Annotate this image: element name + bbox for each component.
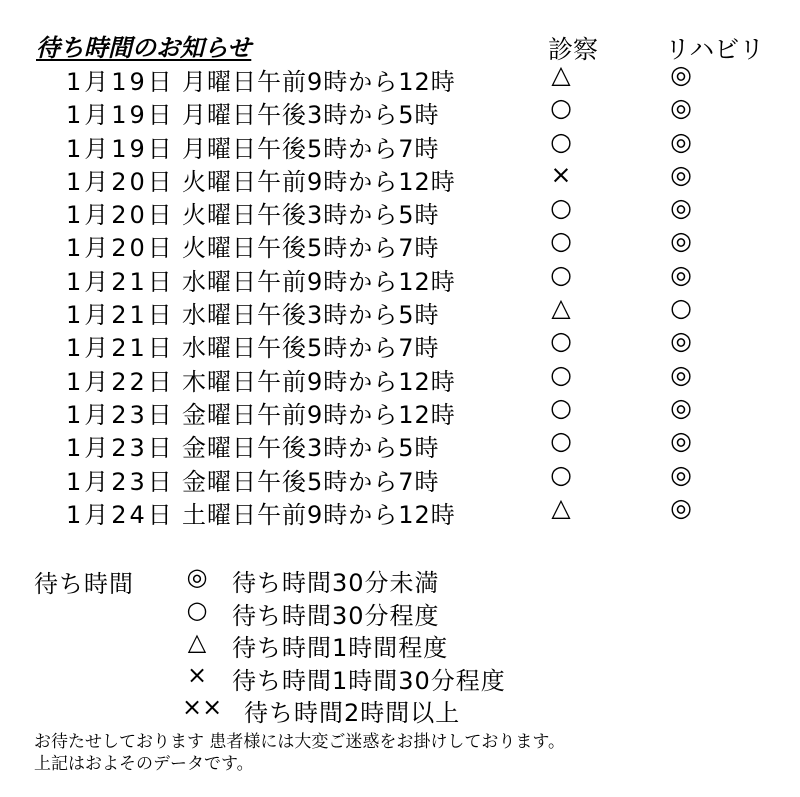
row-time-slot: 月曜日午前9時から12時: [182, 68, 456, 96]
legend-symbol: △: [187, 628, 207, 656]
schedule-table: [0, 60, 800, 529]
row-time-slot: 金曜日午後3時から5時: [182, 434, 440, 463]
row-date: 1月19日: [66, 68, 175, 96]
legend-description: 待ち時間30分程度: [232, 601, 440, 630]
row-date: 1月20日: [66, 201, 175, 230]
shinsatsu-mark: ○: [550, 193, 572, 223]
rehab-mark: ◎: [670, 226, 692, 256]
rehab-mark: ◎: [670, 326, 692, 356]
row-time-slot: 火曜日午後3時から5時: [182, 201, 440, 230]
shinsatsu-mark: ○: [550, 359, 572, 389]
row-time-slot: 水曜日午後5時から7時: [182, 334, 440, 363]
shinsatsu-mark: ○: [550, 259, 572, 289]
row-date: 1月21日: [66, 334, 175, 363]
shinsatsu-mark: △: [551, 492, 571, 522]
shinsatsu-mark: ×: [550, 159, 572, 189]
legend-item: [0, 596, 800, 629]
table-row: [0, 426, 800, 463]
shinsatsu-mark: ○: [550, 392, 572, 422]
legend-symbol: ◎: [186, 563, 208, 591]
column-header-rehab: リハビリ: [665, 35, 765, 64]
row-date: 1月23日: [66, 467, 175, 496]
rehab-mark: ◎: [670, 159, 692, 189]
legend-item: [0, 628, 800, 661]
notes: [34, 731, 794, 775]
rehab-mark: ◎: [670, 193, 692, 223]
row-date: 1月20日: [66, 234, 175, 263]
legend-item: [0, 661, 800, 694]
table-row: [0, 159, 800, 196]
column-header-shinsatsu: 診察: [548, 35, 599, 64]
row-time-slot: 木曜日午前9時から12時: [182, 367, 456, 396]
legend-symbol: ××: [182, 693, 223, 721]
shinsatsu-mark: ○: [550, 126, 572, 156]
table-row: [0, 459, 800, 496]
row-date: 1月19日: [66, 101, 175, 130]
row-time-slot: 月曜日午後3時から5時: [182, 101, 440, 130]
table-row: [0, 359, 800, 396]
table-row: [0, 60, 800, 96]
table-row: [0, 392, 800, 429]
table-row: [0, 226, 800, 263]
legend-item: [0, 563, 800, 596]
shinsatsu-mark: ○: [550, 326, 572, 356]
table-row: [0, 259, 800, 296]
table-row: [0, 193, 800, 230]
row-date: 1月22日: [66, 367, 175, 396]
shinsatsu-mark: △: [551, 293, 571, 323]
row-date: 1月19日: [66, 134, 175, 163]
legend-label: 待ち時間: [34, 570, 134, 598]
row-time-slot: 火曜日午後5時から7時: [182, 234, 440, 263]
row-time-slot: 土曜日午前9時から12時: [182, 500, 456, 529]
row-date: 1月23日: [66, 400, 175, 429]
legend-description: 待ち時間1時間程度: [232, 634, 449, 662]
row-time-slot: 火曜日午前9時から12時: [182, 167, 456, 196]
legend-description: 待ち時間1時間30分程度: [232, 666, 506, 695]
row-time-slot: 金曜日午後5時から7時: [182, 467, 440, 496]
row-date: 1月23日: [66, 434, 175, 463]
legend-description: 待ち時間2時間以上: [244, 699, 461, 727]
legend-symbol: ×: [186, 660, 208, 689]
row-date: 1月24日: [66, 500, 175, 529]
table-row: [0, 293, 800, 330]
rehab-mark: ◎: [670, 126, 692, 156]
table-row: [0, 492, 800, 529]
rehab-mark: ◎: [670, 93, 692, 123]
table-row: [0, 93, 800, 130]
rehab-mark: ◎: [670, 492, 692, 522]
apology-note: お待たせしております 患者様には大変ご迷惑をお掛けしております。: [34, 732, 566, 752]
rehab-mark: ◎: [670, 426, 692, 456]
shinsatsu-mark: ○: [550, 459, 572, 489]
rehab-mark: ○: [670, 293, 692, 323]
rehab-mark: ◎: [670, 459, 692, 489]
data-disclaimer-note: 上記はおよそのデータです。: [34, 754, 254, 774]
shinsatsu-mark: △: [551, 60, 571, 89]
rehab-mark: ◎: [670, 259, 692, 289]
row-date: 1月20日: [66, 167, 175, 196]
shinsatsu-mark: ○: [550, 93, 572, 123]
row-time-slot: 月曜日午後5時から7時: [182, 134, 440, 163]
shinsatsu-mark: ○: [550, 426, 572, 456]
row-time-slot: 金曜日午前9時から12時: [182, 400, 456, 429]
legend-description: 待ち時間30分未満: [232, 569, 440, 597]
table-row: [0, 126, 800, 163]
legend: [0, 563, 800, 726]
row-time-slot: 水曜日午前9時から12時: [182, 267, 456, 296]
rehab-mark: ◎: [670, 359, 692, 389]
page-title: 待ち時間のお知らせ: [36, 34, 252, 62]
legend-symbol: ○: [186, 595, 208, 624]
rehab-mark: ◎: [670, 392, 692, 422]
legend-item: [0, 693, 800, 726]
table-row: [0, 326, 800, 363]
row-date: 1月21日: [66, 301, 175, 330]
shinsatsu-mark: ○: [550, 226, 572, 256]
row-time-slot: 水曜日午後3時から5時: [182, 301, 440, 330]
row-date: 1月21日: [66, 267, 175, 296]
rehab-mark: ◎: [670, 60, 692, 89]
